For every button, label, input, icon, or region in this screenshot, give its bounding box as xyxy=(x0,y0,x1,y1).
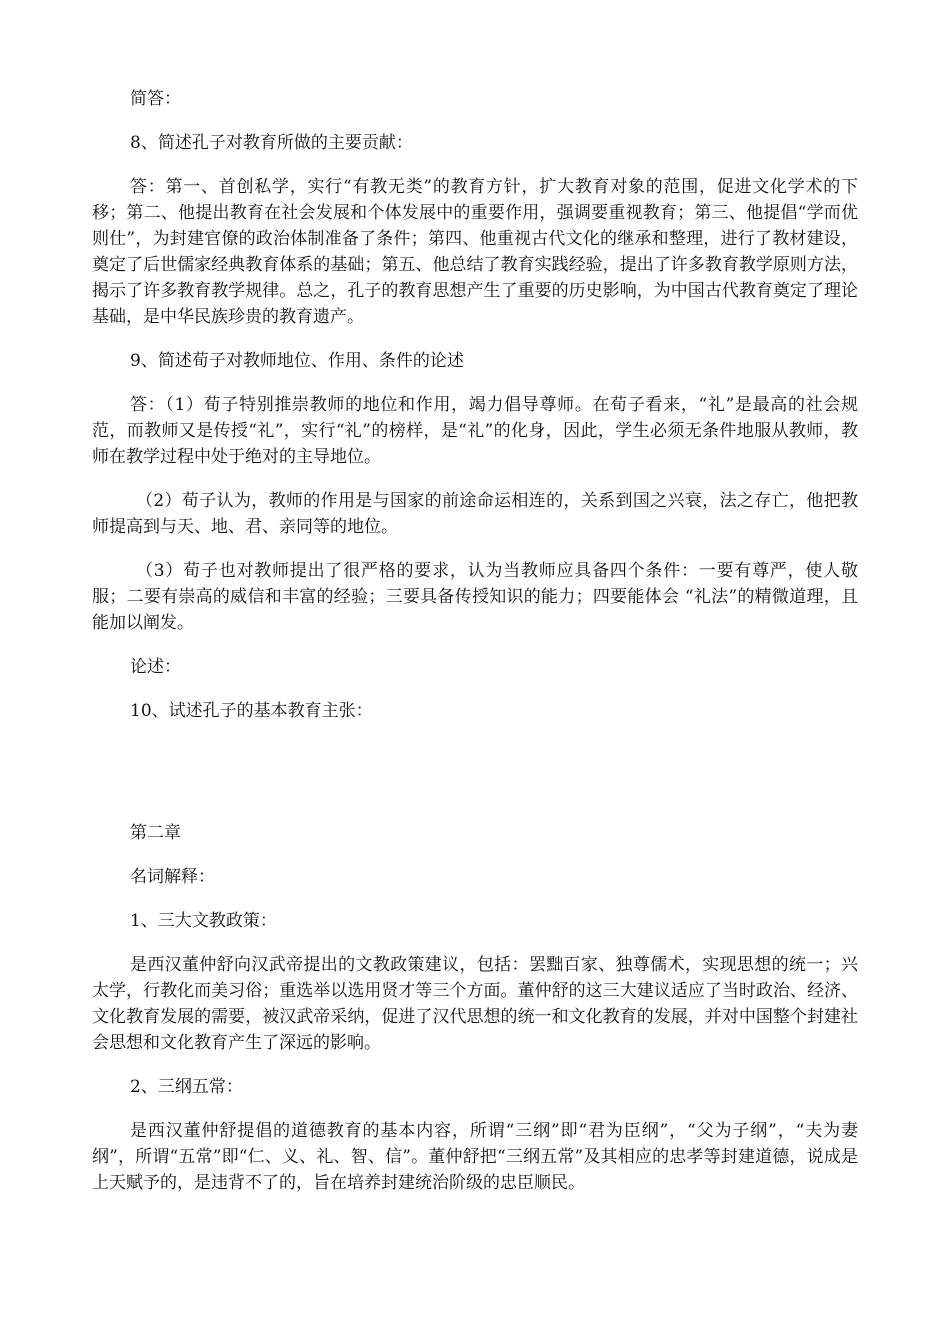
chapter-title: 第二章 xyxy=(130,823,181,843)
term-2-body: 是西汉董仲舒提倡的道德教育的基本内容，所谓“三纲”即“君为臣纲”，“父为子纲”，“夫为妻纲”，所谓“五常”即“仁、义、礼、智、信”。董仲舒把“三纲五常”及其相应的忠孝等封建道德，说成是上天赋予的，是违背不了的，旨在培养封建统治阶级的忠臣顺民。 xyxy=(92,1121,858,1193)
section-label-essay: 论述： xyxy=(130,657,181,677)
question-9-answer-3: （3）荀子也对教师提出了很严格的要求，认为当教师应具备四个条件：一要有尊严，使人敬服；二要有崇高的威信和丰富的经验；三要具备传授知识的能力；四要能体会 “礼法”的精微道理，且能加以阐发。 xyxy=(92,561,858,633)
term-2-title: 2、三纲五常： xyxy=(130,1077,243,1097)
question-10-title: 10、试述孔子的基本教育主张： xyxy=(130,701,373,721)
question-9-title: 9、简述荀子对教师地位、作用、条件的论述 xyxy=(130,351,464,371)
term-1-body: 是西汉董仲舒向汉武帝提出的文教政策建议，包括：罢黜百家、独尊儒术，实现思想的统一；兴太学，行教化而美习俗；重选举以选用贤才等三个方面。董仲舒的这三大建议适应了当时政治、经济、文化教育发展的需要，被汉武帝采纳，促进了汉代思想的统一和文化教育的发展，并对中国整个封建社会思想和文化教育产生了深远的影响。 xyxy=(92,955,858,1053)
section-label-short-answer: 简答： xyxy=(130,89,181,109)
question-8-answer: 答：第一、首创私学，实行“有教无类”的教育方针，扩大教育对象的范围，促进文化学术的下移；第二、他提出教育在社会发展和个体发展中的重要作用，强调要重视教育；第三、他提倡“学而优则仕”，为封建官僚的政治体制准备了条件；第四、他重视古代文化的继承和整理，进行了教材建设，奠定了后世儒家经典教育体系的基础；第五、他总结了教育实践经验，提出了许多教育教学原则方法，揭示了许多教育教学规律。总之，孔子的教育思想产生了重要的历史影响，为中国古代教育奠定了理论基础，是中华民族珍贵的教育遗产。 xyxy=(92,177,858,327)
question-9-answer-2: （2）荀子认为，教师的作用是与国家的前途命运相连的，关系到国之兴衰，法之存亡，他把教师提高到与天、地、君、亲同等的地位。 xyxy=(92,491,858,537)
section-label-terms: 名词解释： xyxy=(130,867,215,887)
question-8-title: 8、简述孔子对教育所做的主要贡献： xyxy=(130,133,413,153)
term-1-title: 1、三大文教政策： xyxy=(130,911,277,931)
question-9-answer-1: 答：（1）荀子特别推崇教师的地位和作用，竭力倡导尊师。在荀子看来，“礼”是最高的社会规范，而教师又是传授“礼”，实行“礼”的榜样，是“礼”的化身，因此，学生必须无条件地服从教师，教师在教学过程中处于绝对的主导地位。 xyxy=(92,395,858,467)
